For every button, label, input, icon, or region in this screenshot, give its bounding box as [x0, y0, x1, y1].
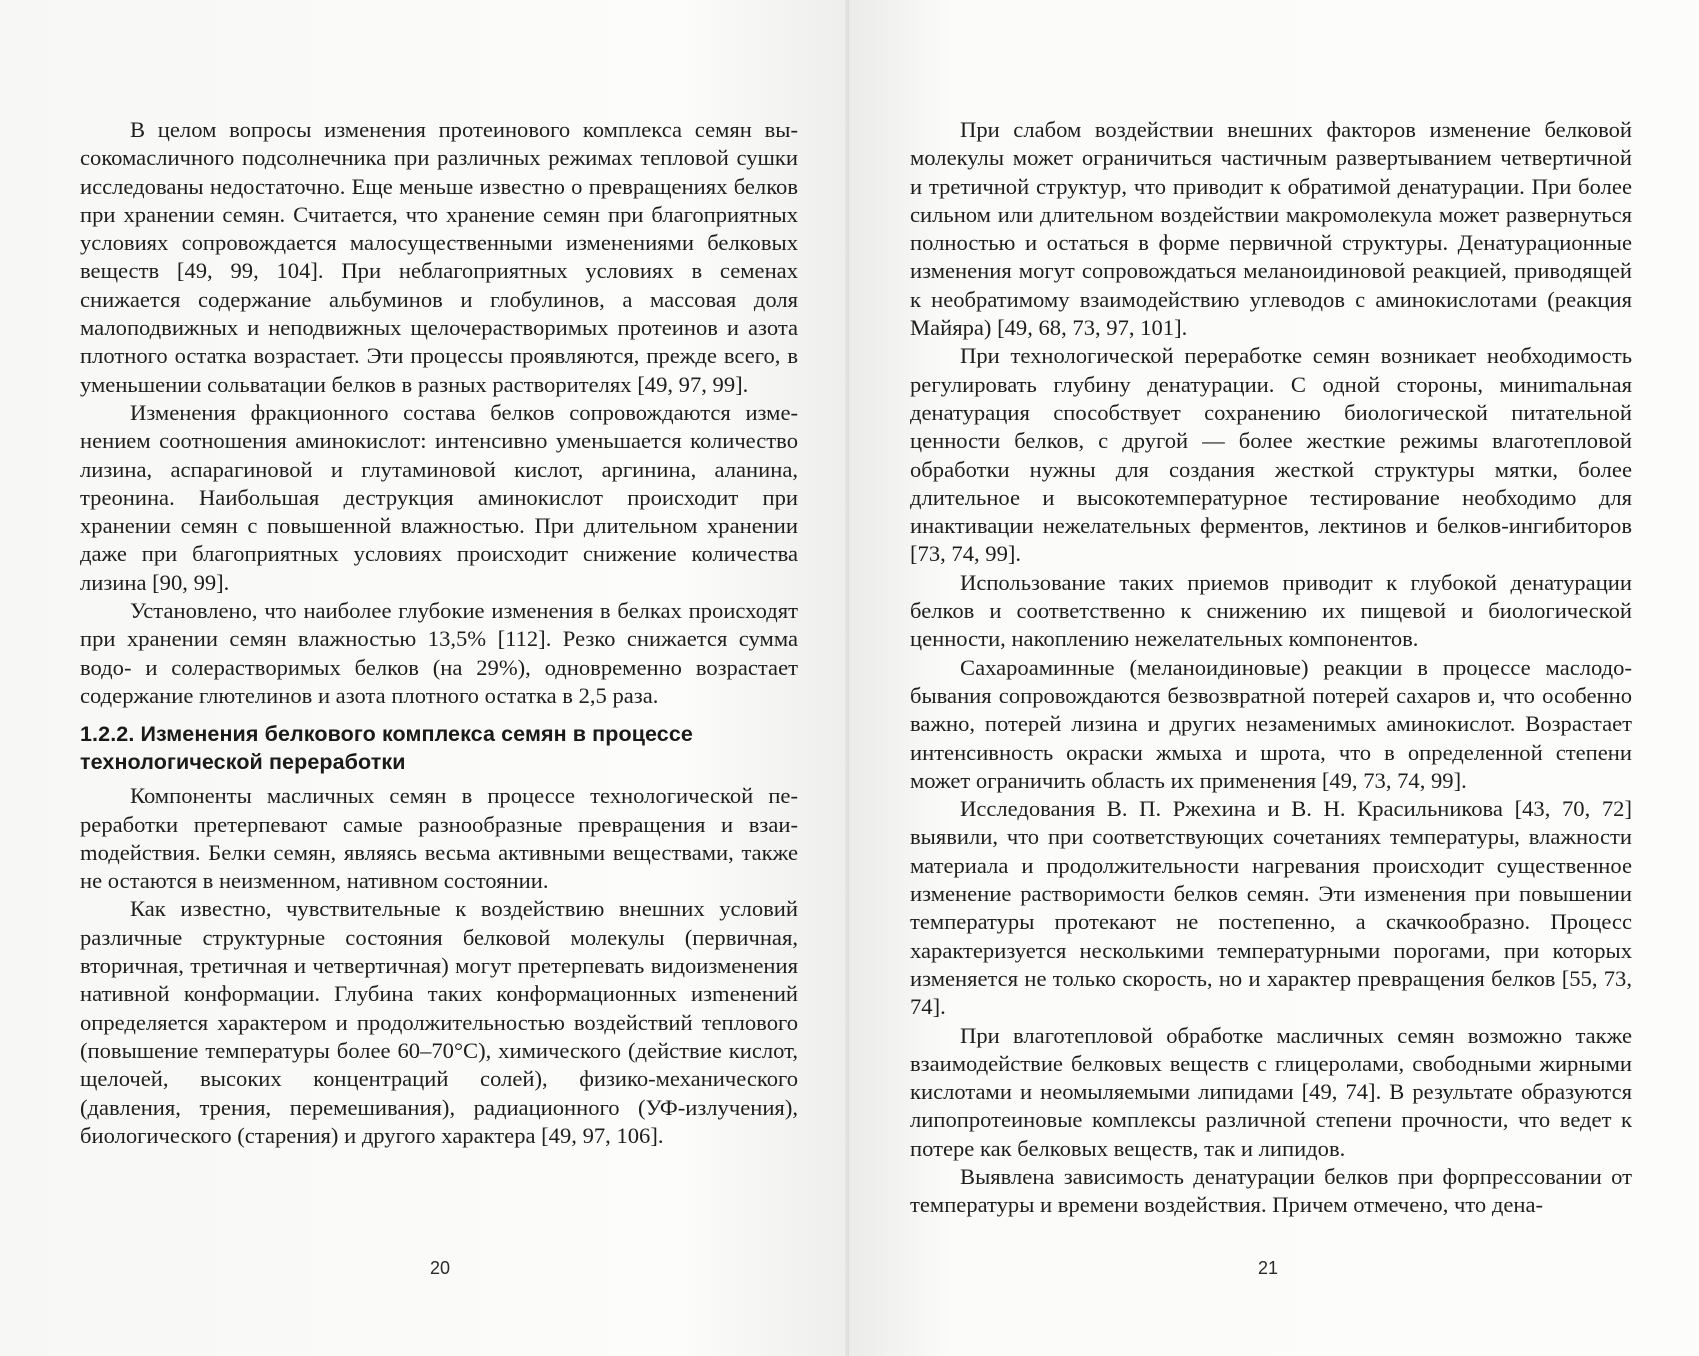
right-page	[849, 0, 1699, 1356]
paragraph: При технологической переработке семян возникает необходимость регулировать глубину денатурации. С одной стороны, миниmальная денатурация способствует сохранению биологической питательной ценности белков, с другой — более жесткие режимы влаготепловой обработки нужны для создания жесткой структуры мятки, более длительное и высокотемпературное тестирование необходимо для инактивации нежелательных ферментов, лектинов и белков-ингибиторов [73, 74, 99].	[910, 343, 1632, 567]
paragraph: Изменения фракционного состава белков сопровождаются изменением соотношения аминокислот: интенсивно уменьшается количество лизина, аспарагиновой и глутаминовой кислот, аргинина, аланина, треонина. Наибольшая деструкция аминокислот происходит при хранении семян с повышенной влажностью. При длительном хранении даже при благоприятных условиях происходит снижение количества лизина [90, 99].	[80, 399, 798, 595]
paragraph: В целом вопросы изменения протеинового комплекса семян высокомасличного подсолнечника при различных режимах тепловой сушки исследованы недостаточно. Еще меньше известно о превращениях белков при хранении семян. Считается, что хранение семян при благоприятных условиях сопровождается малосущественными изменениями белковых веществ [49, 99, 104]. При неблагоприятных условиях в семенах снижается содержание альбуминов и глобулинов, а массовая доля малоподвижных и неподвижных щелочерастворимых протеинов и азота плотного остатка возрастает. Эти процессы проявляются, прежде всего, в уменьшении сольватации белков в разных растворителях [49, 97, 99].	[80, 117, 798, 397]
paragraph: При влаготепловой обработке масличных семян возможно также взаимодействие белковых веществ с глицеролами, свободными жирными кислотами и неомыляемыми липидами [49, 74]. В результате образуются липопротеиновые комплексы различной степени прочности, что ведет к потере как белковых веществ, так и липидов.	[910, 1022, 1632, 1161]
paragraph: Как известно, чувствительные к воздействию внешних условий различные структурные состояния белковой молекулы (первичная, вторичная, третичная и четвертичная) могут претерпевать видоизменения нативной конформации. Глубина таких конформационных изmенений определяется характером и продолжительностью воздействий теплового (повышение температуры более 60–70°С), химического (действие кислот, щелочей, высоких концентраций солей), физико-механического (давления, трения, перемешивания), радиационного (УФ-излучения), биологического (старения) и другого характера [49, 97, 106].	[80, 896, 798, 1148]
section-heading-line-2: технологической переработки	[80, 750, 406, 775]
paragraph: Установлено, что наиболее глубокие изменения в белках происходят при хранении семян влажностью 13,5% [112]. Резко снижается сумма водо- и солерастворимых белков (на 29%), одновременно возрастает содержание глютелинов и азота плотного остатка в 2,5 раза.	[80, 598, 798, 708]
section-heading-line-1: 1.2.2. Изменения белкового комплекса семян в процессе	[80, 722, 693, 747]
paragraph: Использование таких приемов приводит к глубокой денатурации белков и соответственно к снижению их пищевой и биологической ценности, накоплению нежелательных компонентов.	[910, 569, 1632, 652]
page-number-right: 21	[1257, 1258, 1279, 1278]
paragraph: Выявлена зависимость денатурации белков при форпрессовании от температуры и времени воздействия. Причем отмечено, что дена-	[910, 1163, 1632, 1218]
left-page	[0, 0, 849, 1356]
paragraph: Исследования В. П. Ржехина и В. Н. Красильникова [43, 70, 72] выявили, что при соответствующих сочетаниях температуры, влажности материала и продолжительности нагревания происходит существенное изменение растворимости белков семян. Эти изменения при повышении температуры протекают не постепенно, а скачкообразно. Процесс характеризуется несколькими температурными порогами, при которых изменяется не только скорость, но и характер превращения белков [55, 73, 74].	[910, 796, 1632, 1020]
section-heading	[80, 720, 798, 776]
paragraph: Компоненты масличных семян в процессе технологической переработки претерпевают самые разнообразные превращения и взаиmодействия. Белки семян, являясь весьма активными веществами, также не остаются в неизменном, нативном состоянии.	[80, 783, 798, 894]
right-page-text	[910, 116, 1632, 1220]
page-number-left: 20	[429, 1258, 451, 1278]
paragraph: Сахароаминные (меланоидиновые) реакции в процессе маслодобывания сопровождаются безвозвратной потерей сахаров и, что особенно важно, потерей лизина и других незаменимых аминокислот. Возрастает интенсивность окраски жмыха и шрота, что в определенной степени может ограничить область их применения [49, 73, 74, 99].	[910, 654, 1632, 793]
paragraph: При слабом воздействии внешних факторов изменение белковой молекулы может ограничиться частичным развертыванием четвертичной и третичной структур, что приводит к обратимой денатурации. При более сильном или длительном воздействии макромолекула может развернуться полностью и остаться в форме первичной структуры. Денатурационные изменения могут сопровождаться меланоидиновой реакцией, приводящей к необратимому взаимодействию углеводов с аминокислотами (реакция Майяра) [49, 68, 73, 97, 101].	[910, 117, 1632, 341]
left-page-text	[80, 116, 798, 1150]
